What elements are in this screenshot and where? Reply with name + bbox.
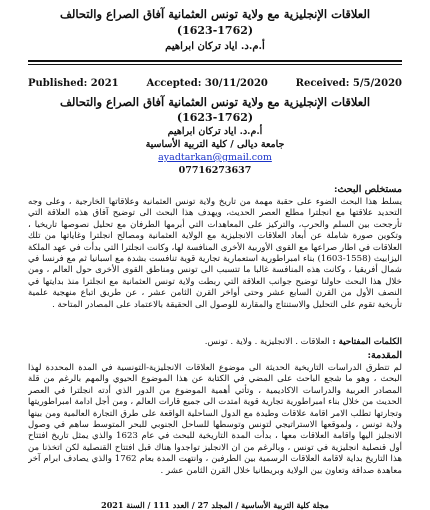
submission-dates bbox=[28, 78, 402, 89]
running-header-dates: (1623-1762) bbox=[176, 24, 254, 37]
author-phone: 07716273637 bbox=[178, 165, 252, 176]
article-title: العلاقات الإنجليزية مع ولاية تونس العثمانية آفاق الصراع والتحالف bbox=[59, 95, 371, 109]
author-affiliation: جامعة ديالى / كلية التربية الأساسية bbox=[145, 139, 285, 150]
keywords-label: الكلمات المفتاحية : bbox=[332, 337, 402, 347]
published-date: Published: 2021 bbox=[28, 78, 119, 89]
received-date: Received: 5/5/2020 bbox=[295, 78, 402, 89]
author-email-link[interactable]: ayadtarkan@gmail.com bbox=[158, 152, 272, 163]
article-author: أ.م.د. اياد تركان ابراهيم bbox=[167, 126, 263, 137]
abstract-heading: مستخلص البحث: bbox=[333, 184, 402, 195]
keywords-value: العلاقات . الانجليزية . ولاية . تونس. bbox=[204, 337, 330, 347]
intro-body: لم تتطرق الدراسات التاريخية الحديثة الى موضوع العلاقات الانجليزية-التونسية في المدة المحددة لهذا البحث ، وهو ما شجع الباحث على المضي في الكتابة عن هذا الموضوع الحيوي والمهم بالرغم من قلة المصادر العربية والدراسات الاكاديمية ، وتأتي أهمية الموضوع من الدور الذي أدته انجلترا في العصر الحديث من خلال بناء امبراطورية تجارية قوية امتدت الى جميع قارات العالم ، ومن أجل ادامة امبراطوريتها وتجارتها تطلب الامر اقامة علاقات وطيدة مع الدول الساحلية الواقعة على طرق التجارة العالمية ومن بينها ولاية تونس ، ولموقعها الاستراتيجي لتونس وتوسطها للساحل الجنوبي للبحر المتوسط ساهم في وصول الانجليز اليها واقامة العلاقات معها ، بدأت المدة التاريخية للبحث في عام 1623 والذي يمثل تاريخ افتتاح أول قنصلية انجليزية في تونس ، وبالرغم من ان الانجليز تواجدوا هناك قبل افتتاح القنصلية لكن اتخذنا من هذا التاريخ بداية لاقامة العلاقات الرسمية بين الطرفين ، وانتهت المدة بعام 1762 والذي يصادف ابرام آخر معاهدة صداقة وتعاون بين الولاية وبريطانيا خلال القرن الثامن عشر . bbox=[28, 363, 402, 476]
abstract-body: يسلط هذا البحث الضوء على حقبة مهمة من تاريخ ولاية تونس العثمانية وعلاقاتها الخارجية ، وعلى وجه التحديد علاقتها مع انجلترا مطلع العصر الحديث، ويهدف هذا البحث الى توضيح آفاق هذه العلاقة التي تأرجحت بين السلم والحرب، والتركيز على المعاهدات التي أبرمها الطرفان مع تحليل نصوصها تاريخيا ، وتكوين صورة شاملة عن أبعاد العلاقات الانجليزية مع الولاية العثمانية ومصالح انجلترا وغاياتها من تلك العلاقات في اطار صراعها مع القوى الأوربية الأخرى المنافسة لها، وكانت انجلترا التي بدأت في عهد الملكة اليزابيث (1558-1603) بناء امبراطورية استعمارية تجارية قوية تنافست بشدة مع اسبانيا ثم مع فرنسا في شمال أفريقيا ، وكانت هذه المنافسة غالبا ما تتسبب الى تونس ومناطق القوى الأخرى حول العالم ، ومن خلال هذا البحث حاولنا توضيح جوانب العلاقة التي ربطت ولاية تونس العثمانية مع انجلترا منذ بدايتها في النصف الأول من القرن السابع عشر وحتى أواخر القرن الثامن عشر ، عن طريق اتباع منهجية علمية تأريخية تقوم على التحليل والاستنتاج والمقارنة للوصول الى الحقيقة بالاعتماد على المصادر المتاحة . bbox=[28, 197, 402, 310]
article-title-dates: (1623-1762) bbox=[176, 111, 254, 124]
keywords bbox=[28, 337, 402, 348]
intro-heading: المقدمة: bbox=[367, 350, 402, 361]
running-header-author: أ.م.د. اياد تركان ابراهيم bbox=[165, 41, 265, 52]
journal-footer: مجلة كلية التربية الأساسية / المجلد 27 / العدد 111 / السنة 2021 bbox=[101, 500, 329, 510]
accepted-date: Accepted: 30/11/2020 bbox=[146, 78, 268, 89]
header-divider bbox=[28, 60, 402, 62]
header-divider-thin bbox=[28, 64, 402, 65]
running-header-title: العلاقات الإنجليزية مع ولاية تونس العثمانية آفاق الصراع والتحالف bbox=[59, 7, 371, 21]
